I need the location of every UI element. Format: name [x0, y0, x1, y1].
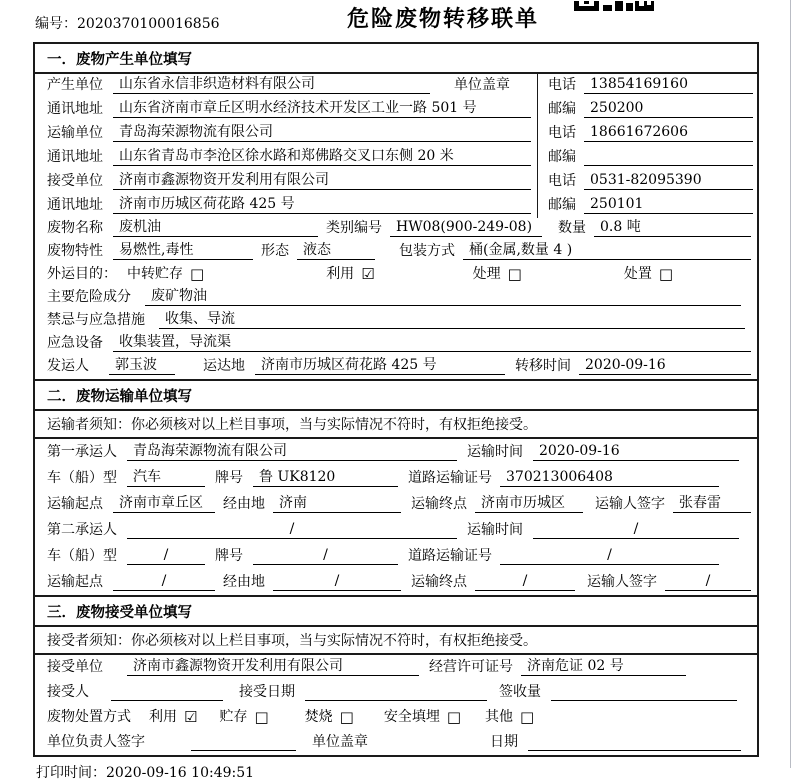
vehicle2-row: [35, 543, 757, 569]
category-code: HW08(900-249-08): [390, 218, 542, 237]
stamp-label: 单位盖章: [454, 77, 510, 93]
receiver-value: 济南市鑫源物资开发利用有限公司: [113, 171, 531, 190]
road-license-label: 道路运输证号: [408, 548, 492, 564]
receiver-row: [35, 170, 757, 194]
serial-label: 编号：: [35, 16, 77, 32]
accept-unit-value: 济南市鑫源物资开发利用有限公司: [127, 657, 419, 676]
checkbox-icon: □: [254, 708, 269, 726]
section1-heading: 一．废物产生单位填写: [35, 44, 757, 74]
route-via: 济南: [273, 494, 401, 513]
receiver-label: 接受单位: [47, 173, 103, 189]
signed-amount-label: 签收量: [499, 684, 541, 700]
receiver-phone: 0531-82095390: [584, 171, 753, 190]
sign-date: [528, 733, 741, 751]
route-start-label: 运输起点: [47, 496, 103, 512]
waste-name-row: [35, 218, 757, 241]
producer-zip: 250200: [584, 99, 753, 118]
checkbox-icon: ☑: [184, 708, 198, 726]
plate-number: 鲁 UK8120: [253, 468, 398, 487]
checkbox-icon: □: [658, 265, 674, 283]
equipment-value: 收集装置，导流渠: [113, 333, 751, 352]
transport-time: 2020-09-16: [533, 442, 739, 461]
carrier2-label: 第二承运人: [47, 522, 117, 538]
measures-value: 收集、导流: [159, 310, 745, 329]
disposal-option-store: 贮存 □: [219, 708, 269, 726]
accept-unit-label: 接受单位: [47, 659, 103, 675]
transfer-time: 2020-09-16: [579, 356, 751, 375]
carrier2-row: [35, 517, 757, 543]
signed-amount: [551, 683, 737, 701]
producer-row: [35, 74, 757, 98]
waste-traits-row: [35, 241, 757, 264]
transporter-label: 运输单位: [47, 125, 103, 141]
disposal-label: 废物处置方式: [47, 709, 131, 725]
quantity-label: 数量: [558, 220, 586, 236]
disposal-option-incinerate: 焚烧 □: [304, 708, 354, 726]
route2-row: [35, 569, 757, 595]
quantity-value: 0.8 吨: [594, 218, 751, 237]
plate-label: 牌号: [215, 548, 243, 564]
hazard-row: [35, 287, 757, 310]
producer-address-row: [35, 98, 757, 122]
transporter-notice: 运输者须知：你必须核对以上栏目事项，当与实际情况不符时，有权拒绝接受。: [35, 411, 757, 439]
purpose-option-dispose: 处置 □: [623, 265, 674, 283]
transport-time-label: 运输时间: [467, 522, 523, 538]
section2-heading: 二．废物运输单位填写: [35, 379, 757, 411]
checkbox-icon: □: [190, 265, 205, 283]
dispatch-row: [35, 356, 757, 379]
acceptor-row: [35, 680, 757, 705]
route-via-label: 经由地: [223, 496, 265, 512]
route-end-label: 运输终点: [411, 496, 467, 512]
responsible-sign-label: 单位负责人签字: [47, 734, 145, 750]
purpose-label: 外运目的：: [47, 266, 117, 282]
producer-value: 山东省永信非织造材料有限公司: [113, 75, 430, 94]
route-end: 济南市历城区: [475, 494, 583, 513]
transporter-row: [35, 122, 757, 146]
print-time-value: 2020-09-16 10:49:51: [106, 765, 255, 781]
route-end-label: 运输终点: [411, 574, 467, 590]
document-header: [0, 0, 796, 42]
transporter-zip: [584, 148, 753, 166]
date-label: 日期: [490, 734, 518, 750]
checkbox-icon: □: [339, 708, 354, 726]
traits-label: 废物特性: [47, 243, 103, 259]
responsible-signature: [191, 733, 296, 751]
form-value: 液态: [297, 241, 375, 260]
road-license: 370213006408: [500, 468, 719, 487]
stamp-label: 单位盖章: [312, 734, 368, 750]
accept-unit-row: [35, 655, 757, 680]
disposal-option-other: 其他 □: [485, 708, 535, 726]
receiver-address-row: [35, 194, 757, 218]
permit-number: 济南危证 02 号: [521, 657, 686, 676]
checkbox-icon: □: [507, 265, 522, 283]
acceptor-name: [111, 683, 223, 701]
phone-label: 电话: [548, 77, 576, 93]
transporter-sign-label: 运输人签字: [595, 496, 665, 512]
route2-start: /: [113, 572, 215, 591]
disposal-row: [35, 705, 757, 730]
transporter-sign-label: 运输人签字: [587, 574, 657, 590]
checkbox-icon: ☑: [361, 265, 375, 283]
phone-label: 电话: [548, 125, 576, 141]
transfer-time-label: 转移时间: [515, 358, 571, 374]
equipment-label: 应急设备: [47, 335, 103, 351]
transporter-phone: 18661672606: [584, 123, 753, 142]
transporter-signature: 张春雷: [673, 494, 751, 513]
purpose-row: [35, 264, 757, 287]
route1-row: [35, 491, 757, 517]
dispatcher-name: 郭玉波: [109, 356, 175, 375]
vehicle-type-label: 车（船）型: [47, 470, 117, 486]
packing-value: 桶(金属,数量 4 ): [463, 241, 751, 260]
address-label: 通讯地址: [47, 197, 103, 213]
form-label: 形态: [261, 243, 289, 259]
transport-time2: /: [533, 520, 739, 539]
waste-name-label: 废物名称: [47, 220, 103, 236]
print-time-label: 打印时间：: [36, 765, 106, 781]
receiver-address: 济南市历城区荷花路 425 号: [113, 195, 531, 214]
accept-date: [305, 683, 487, 701]
equipment-row: [35, 333, 757, 356]
acceptor-label: 接受人: [47, 684, 89, 700]
checkbox-icon: □: [446, 708, 462, 726]
hazard-label: 主要危险成分: [47, 289, 131, 305]
producer-address: 山东省济南市章丘区明水经济技术开发区工业一路 501 号: [113, 99, 531, 118]
disposal-option-use: 利用 ☑: [149, 708, 198, 726]
measures-row: [35, 310, 757, 333]
transporter-address: 山东省青岛市李沧区徐水路和郑佛路交叉口东侧 20 米: [113, 147, 531, 166]
page-title: 危险废物转移联单: [346, 7, 540, 32]
vehicle-type2: /: [127, 546, 205, 565]
carrier1-label: 第一承运人: [47, 444, 117, 460]
vehicle-type: 汽车: [127, 468, 205, 487]
page-edge-line: [790, 0, 791, 768]
transporter-address-row: [35, 146, 757, 170]
road-license-label: 道路运输证号: [408, 470, 492, 486]
zip-label: 邮编: [548, 149, 576, 165]
route2-via: /: [273, 572, 401, 591]
plate-label: 牌号: [215, 470, 243, 486]
transport-time-label: 运输时间: [467, 444, 523, 460]
address-label: 通讯地址: [47, 149, 103, 165]
qr-code-icon: [574, 0, 654, 16]
vehicle1-row: [35, 465, 757, 491]
zip-label: 邮编: [548, 101, 576, 117]
traits-value: 易燃性,毒性: [113, 241, 253, 260]
print-time: [36, 762, 796, 782]
route2-end: /: [475, 572, 575, 591]
purpose-option-transfer: 中转贮存 □: [127, 265, 205, 283]
measures-label: 禁忌与应急措施: [47, 312, 145, 328]
destination-label: 运达地: [203, 358, 245, 374]
receiver-notice: 接受者须知：你必须核对以上栏目事项，当与实际情况不符时，有权拒绝接受。: [35, 627, 757, 655]
serial-number: [35, 13, 220, 33]
receiver-zip: 250101: [584, 195, 753, 214]
hazard-value: 废矿物油: [145, 287, 741, 306]
plate-number2: /: [253, 546, 398, 565]
producer-phone: 13854169160: [584, 75, 753, 94]
address-label: 通讯地址: [47, 101, 103, 117]
carrier2-value: /: [127, 520, 457, 539]
road-license2: /: [500, 546, 719, 565]
category-label: 类别编号: [326, 220, 382, 236]
route-via-label: 经由地: [223, 574, 265, 590]
carrier1-row: [35, 439, 757, 465]
carrier1-value: 青岛海荣源物流有限公司: [127, 442, 457, 461]
producer-label: 产生单位: [47, 77, 103, 93]
dispatcher-label: 发运人: [47, 358, 89, 374]
route-start-label: 运输起点: [47, 574, 103, 590]
permit-label: 经营许可证号: [429, 659, 513, 675]
manifest-form: [33, 42, 759, 757]
zip-label: 邮编: [548, 197, 576, 213]
destination-value: 济南市历城区荷花路 425 号: [255, 356, 505, 375]
transporter-value: 青岛海荣源物流有限公司: [113, 123, 531, 142]
checkbox-icon: □: [520, 708, 535, 726]
waste-name-value: 废机油: [113, 218, 318, 237]
signature-row: [35, 730, 757, 755]
purpose-option-use: 利用 ☑: [326, 265, 375, 283]
section3-heading: 三．废物接受单位填写: [35, 595, 757, 627]
route-start: 济南市章丘区: [113, 494, 215, 513]
purpose-option-treat: 处理 □: [472, 265, 522, 283]
disposal-option-landfill: 安全填埋 □: [383, 708, 462, 726]
vehicle-type-label: 车（船）型: [47, 548, 117, 564]
phone-label: 电话: [548, 173, 576, 189]
serial-value: 2020370100016856: [77, 16, 220, 32]
packing-label: 包装方式: [399, 243, 455, 259]
accept-date-label: 接受日期: [239, 684, 295, 700]
transporter-signature2: /: [665, 572, 751, 591]
